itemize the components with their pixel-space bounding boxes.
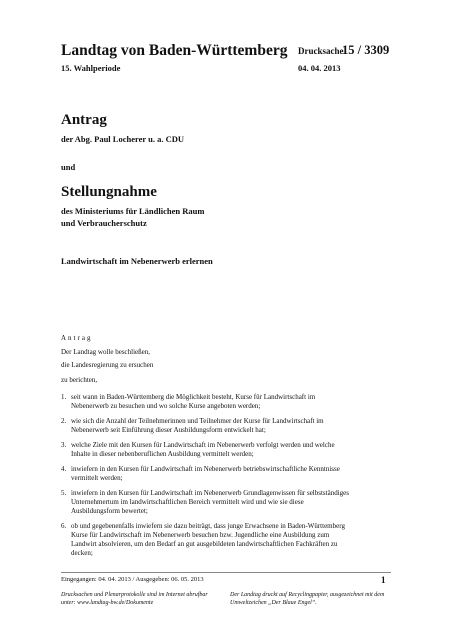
legislative-period: 15. Wahlperiode (61, 63, 121, 73)
footer-divider (61, 572, 391, 573)
list-item-text: ob und gegebenenfalls inwiefern sie dazu beiträgt, dass junge Erwachsene in Baden-Württemberg Kurse für Landwirtschaft im Nebenerwerb besuchen bzw. Jugendliche eine Ausbildung zum Landwirt absolvieren, um den Bedarf an gut ausgebildeten landwirtschaftlichen Fachkräften zu decken; (71, 522, 345, 557)
drucksache-number: 15 / 3309 (342, 43, 390, 57)
list-item-number: 6. (61, 522, 67, 530)
list-item (61, 393, 351, 411)
received-issued-dates: Eingegangen: 04. 04. 2013 / Ausgegeben: 06. 05. 2013 (61, 576, 204, 583)
antrag-heading: Antrag (61, 112, 107, 128)
intro-paragraph-3: zu berichten, (61, 376, 98, 384)
ministry-line-1: des Ministeriums für Ländlichen Raum (61, 206, 205, 216)
document-date: 04. 04. 2013 (298, 63, 341, 73)
list-item-number: 4. (61, 465, 67, 473)
list-item (61, 522, 351, 558)
list-item-text: inwiefern in den Kursen für Landwirtschaft im Nebenerwerb Grundlagenwissen für selbstständiges Unternehmertum im landwirtschaftlichen Bereich vermittelt wird und wie sie diese Ausbildungsform bewertet; (71, 489, 349, 515)
parliament-title: Landtag von Baden-Württemberg (61, 42, 288, 59)
connector-text: und (61, 162, 76, 172)
list-item (61, 465, 351, 483)
antrag-author: der Abg. Paul Locherer u. a. CDU (61, 134, 185, 144)
list-item (61, 489, 351, 516)
list-item-number: 5. (61, 489, 67, 497)
page-number: 1 (381, 575, 386, 585)
list-item-number: 2. (61, 417, 67, 425)
list-item-text: wie sich die Anzahl der Teilnehmerinnen und Teilnehmer der Kurse für Landwirtschaft im Nebenerwerb seit Einführung dieser Ausbildungsform entwickelt hat; (71, 417, 324, 434)
stellungnahme-heading: Stellungnahme (61, 184, 157, 200)
request-list (61, 393, 351, 564)
section-label: Antrag (61, 334, 93, 342)
footer-note-left: Drucksachen und Plenarprotokolle sind im Internet abrufbar unter: www.landtag-bw.de/Dokumente (61, 592, 208, 606)
ministry-line-2: und Verbraucherschutz (61, 218, 147, 228)
list-item-text: inwiefern in den Kursen für Landwirtschaft im Nebenerwerb betriebswirtschaftliche Kenntnisse vermittelt werden; (71, 465, 340, 482)
list-item (61, 441, 351, 459)
footer-note-right: Der Landtag druckt auf Recyclingpapier, ausgezeichnet mit dem Umweltzeichen „Der Blaue Engel“. (230, 592, 385, 606)
list-item (61, 417, 351, 435)
intro-paragraph-2: die Landesregierung zu ersuchen (61, 361, 154, 369)
intro-paragraph-1: Der Landtag wolle beschließen, (61, 348, 151, 356)
list-item-number: 3. (61, 441, 67, 449)
list-item-text: welche Ziele mit den Kursen für Landwirtschaft im Nebenerwerb verfolgt werden und welche Inhalte in dieser nebenberuflichen Ausbildung vermittelt werden; (71, 441, 335, 458)
list-item-number: 1. (61, 393, 67, 401)
drucksache-label: Drucksache (298, 46, 344, 56)
list-item-text: seit wann in Baden-Württemberg die Möglichkeit besteht, Kurse für Landwirtschaft im Nebenerwerb zu besuchen und wo solche Kurse angeboten werden; (71, 393, 316, 410)
document-subject: Landwirtschaft im Nebenerwerb erlernen (61, 256, 213, 266)
